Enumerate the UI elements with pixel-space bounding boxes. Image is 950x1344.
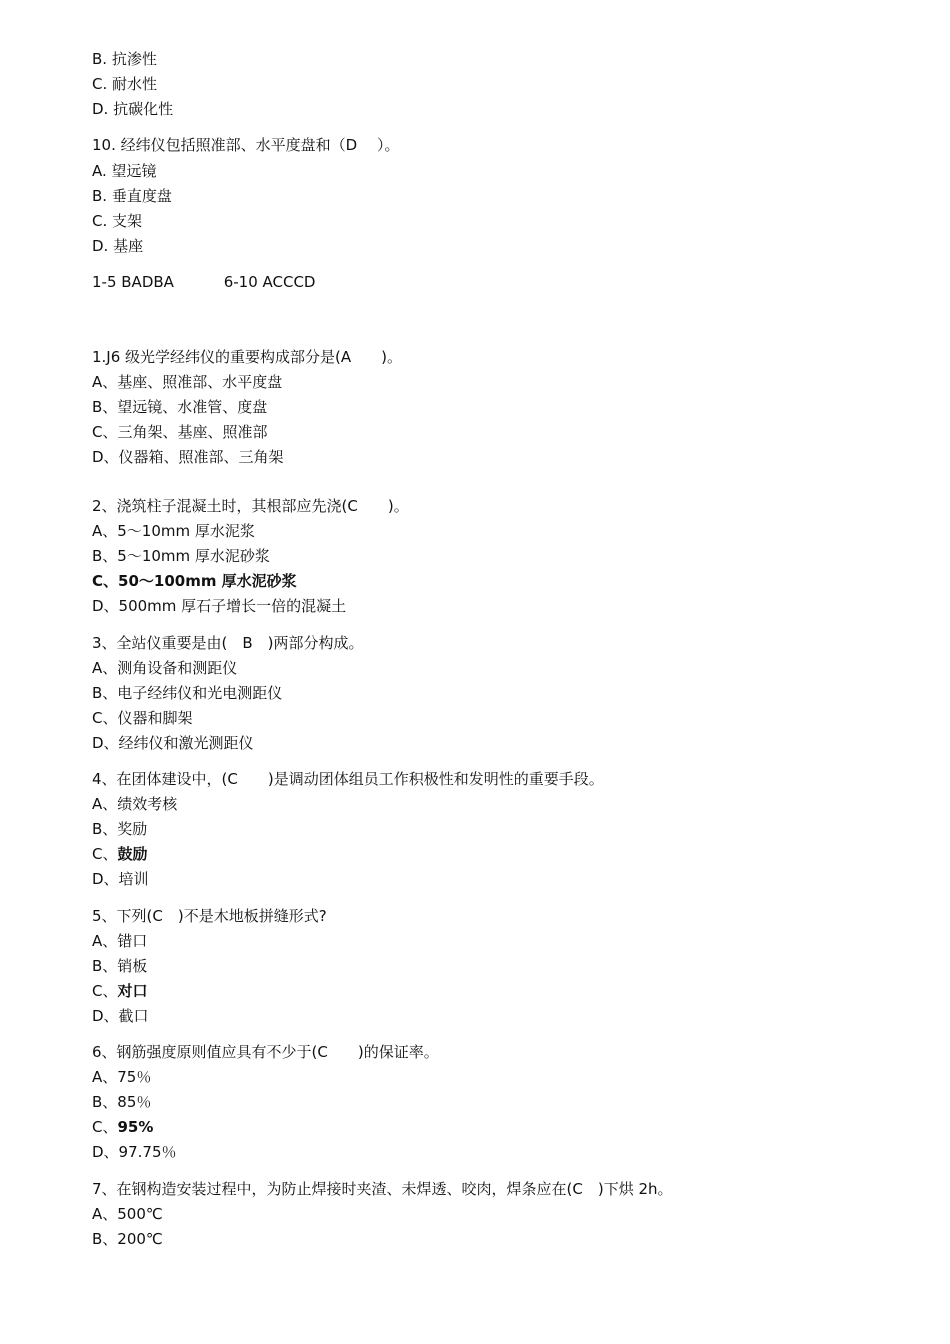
s2-q7-option-a: A、500℃ [92,1205,163,1223]
s2-q2-stem: 2、浇筑柱子混凝土时，其根部应先浇(C )。 [92,497,409,515]
s2-q7-stem: 7、在钢构造安装过程中，为防止焊接时夹渣、未焊透、咬肉，焊条应在(C )下烘 2h。 [92,1180,673,1198]
s2-q5-option-c [92,981,148,1001]
option-prefix: C、 [92,1118,118,1136]
s2-q2-option-c: C、50～100mm 厚水泥砂浆 [92,572,297,590]
s2-q6-stem: 6、钢筋强度原则值应具有不少于(C )的保证率。 [92,1043,439,1061]
option-prefix: C、 [92,982,118,1000]
option-text: 鼓励 [117,845,148,863]
s2-q2-option-b: B、5～10mm 厚水泥砂浆 [92,547,270,565]
s2-q5-option-a: A、错口 [92,932,148,950]
s2-q1-option-d: D、仪器箱、照准部、三角架 [92,448,284,466]
q10-option-c: C. 支架 [92,212,143,230]
s2-q3-stem: 3、全站仪重要是由( B )两部分构成。 [92,634,364,652]
answer-key: 1-5 BADBA 6-10 ACCCD [92,273,316,291]
q10-stem: 10. 经纬仪包括照准部、水平度盘和（D ）。 [92,136,400,154]
q10-option-d: D. 基座 [92,237,144,255]
s2-q2-option-d: D、500mm 厚石子增长一倍的混凝土 [92,597,347,615]
s2-q1-option-b: B、望远镜、水准管、度盘 [92,398,268,416]
s2-q4-option-c [92,844,148,864]
s2-q4-option-a: A、绩效考核 [92,795,178,813]
option-text: 95% [117,1118,154,1136]
q10-option-a: A. 望远镜 [92,162,157,180]
s2-q1-option-a: A、基座、照准部、水平度盘 [92,373,283,391]
s2-q5-option-b: B、销板 [92,957,148,975]
s2-q6-option-a: A、75％ [92,1068,152,1086]
s2-q3-option-b: B、电子经纬仪和光电测距仪 [92,684,283,702]
s2-q5-stem: 5、下列(C )不是木地板拼缝形式? [92,907,327,925]
s2-q2-option-a: A、5～10mm 厚水泥浆 [92,522,255,540]
s2-q1-stem: 1.J6 级光学经纬仪的重要构成部分是(A )。 [92,348,403,366]
s2-q6-option-d: D、97.75％ [92,1143,177,1161]
s2-q1-option-c: C、三角架、基座、照准部 [92,423,268,441]
q9-option-b: B. 抗渗性 [92,50,157,68]
q9-option-c: C. 耐水性 [92,75,158,93]
s2-q4-option-b: B、奖励 [92,820,148,838]
s2-q4-option-d: D、培训 [92,870,149,888]
s2-q3-option-a: A、测角设备和测距仪 [92,659,238,677]
s2-q4-stem: 4、在团体建设中，(C )是调动团体组员工作积极性和发明性的重要手段。 [92,770,604,788]
option-text: 对口 [117,982,148,1000]
s2-q3-option-d: D、经纬仪和激光测距仪 [92,734,254,752]
q10-option-b: B. 垂直度盘 [92,187,172,205]
s2-q3-option-c: C、仪器和脚架 [92,709,193,727]
option-prefix: C、 [92,845,118,863]
s2-q7-option-b: B、200℃ [92,1230,163,1248]
q9-option-d: D. 抗碳化性 [92,100,174,118]
s2-q6-option-b: B、85％ [92,1093,152,1111]
s2-q5-option-d: D、截口 [92,1007,149,1025]
s2-q6-option-c [92,1117,153,1137]
